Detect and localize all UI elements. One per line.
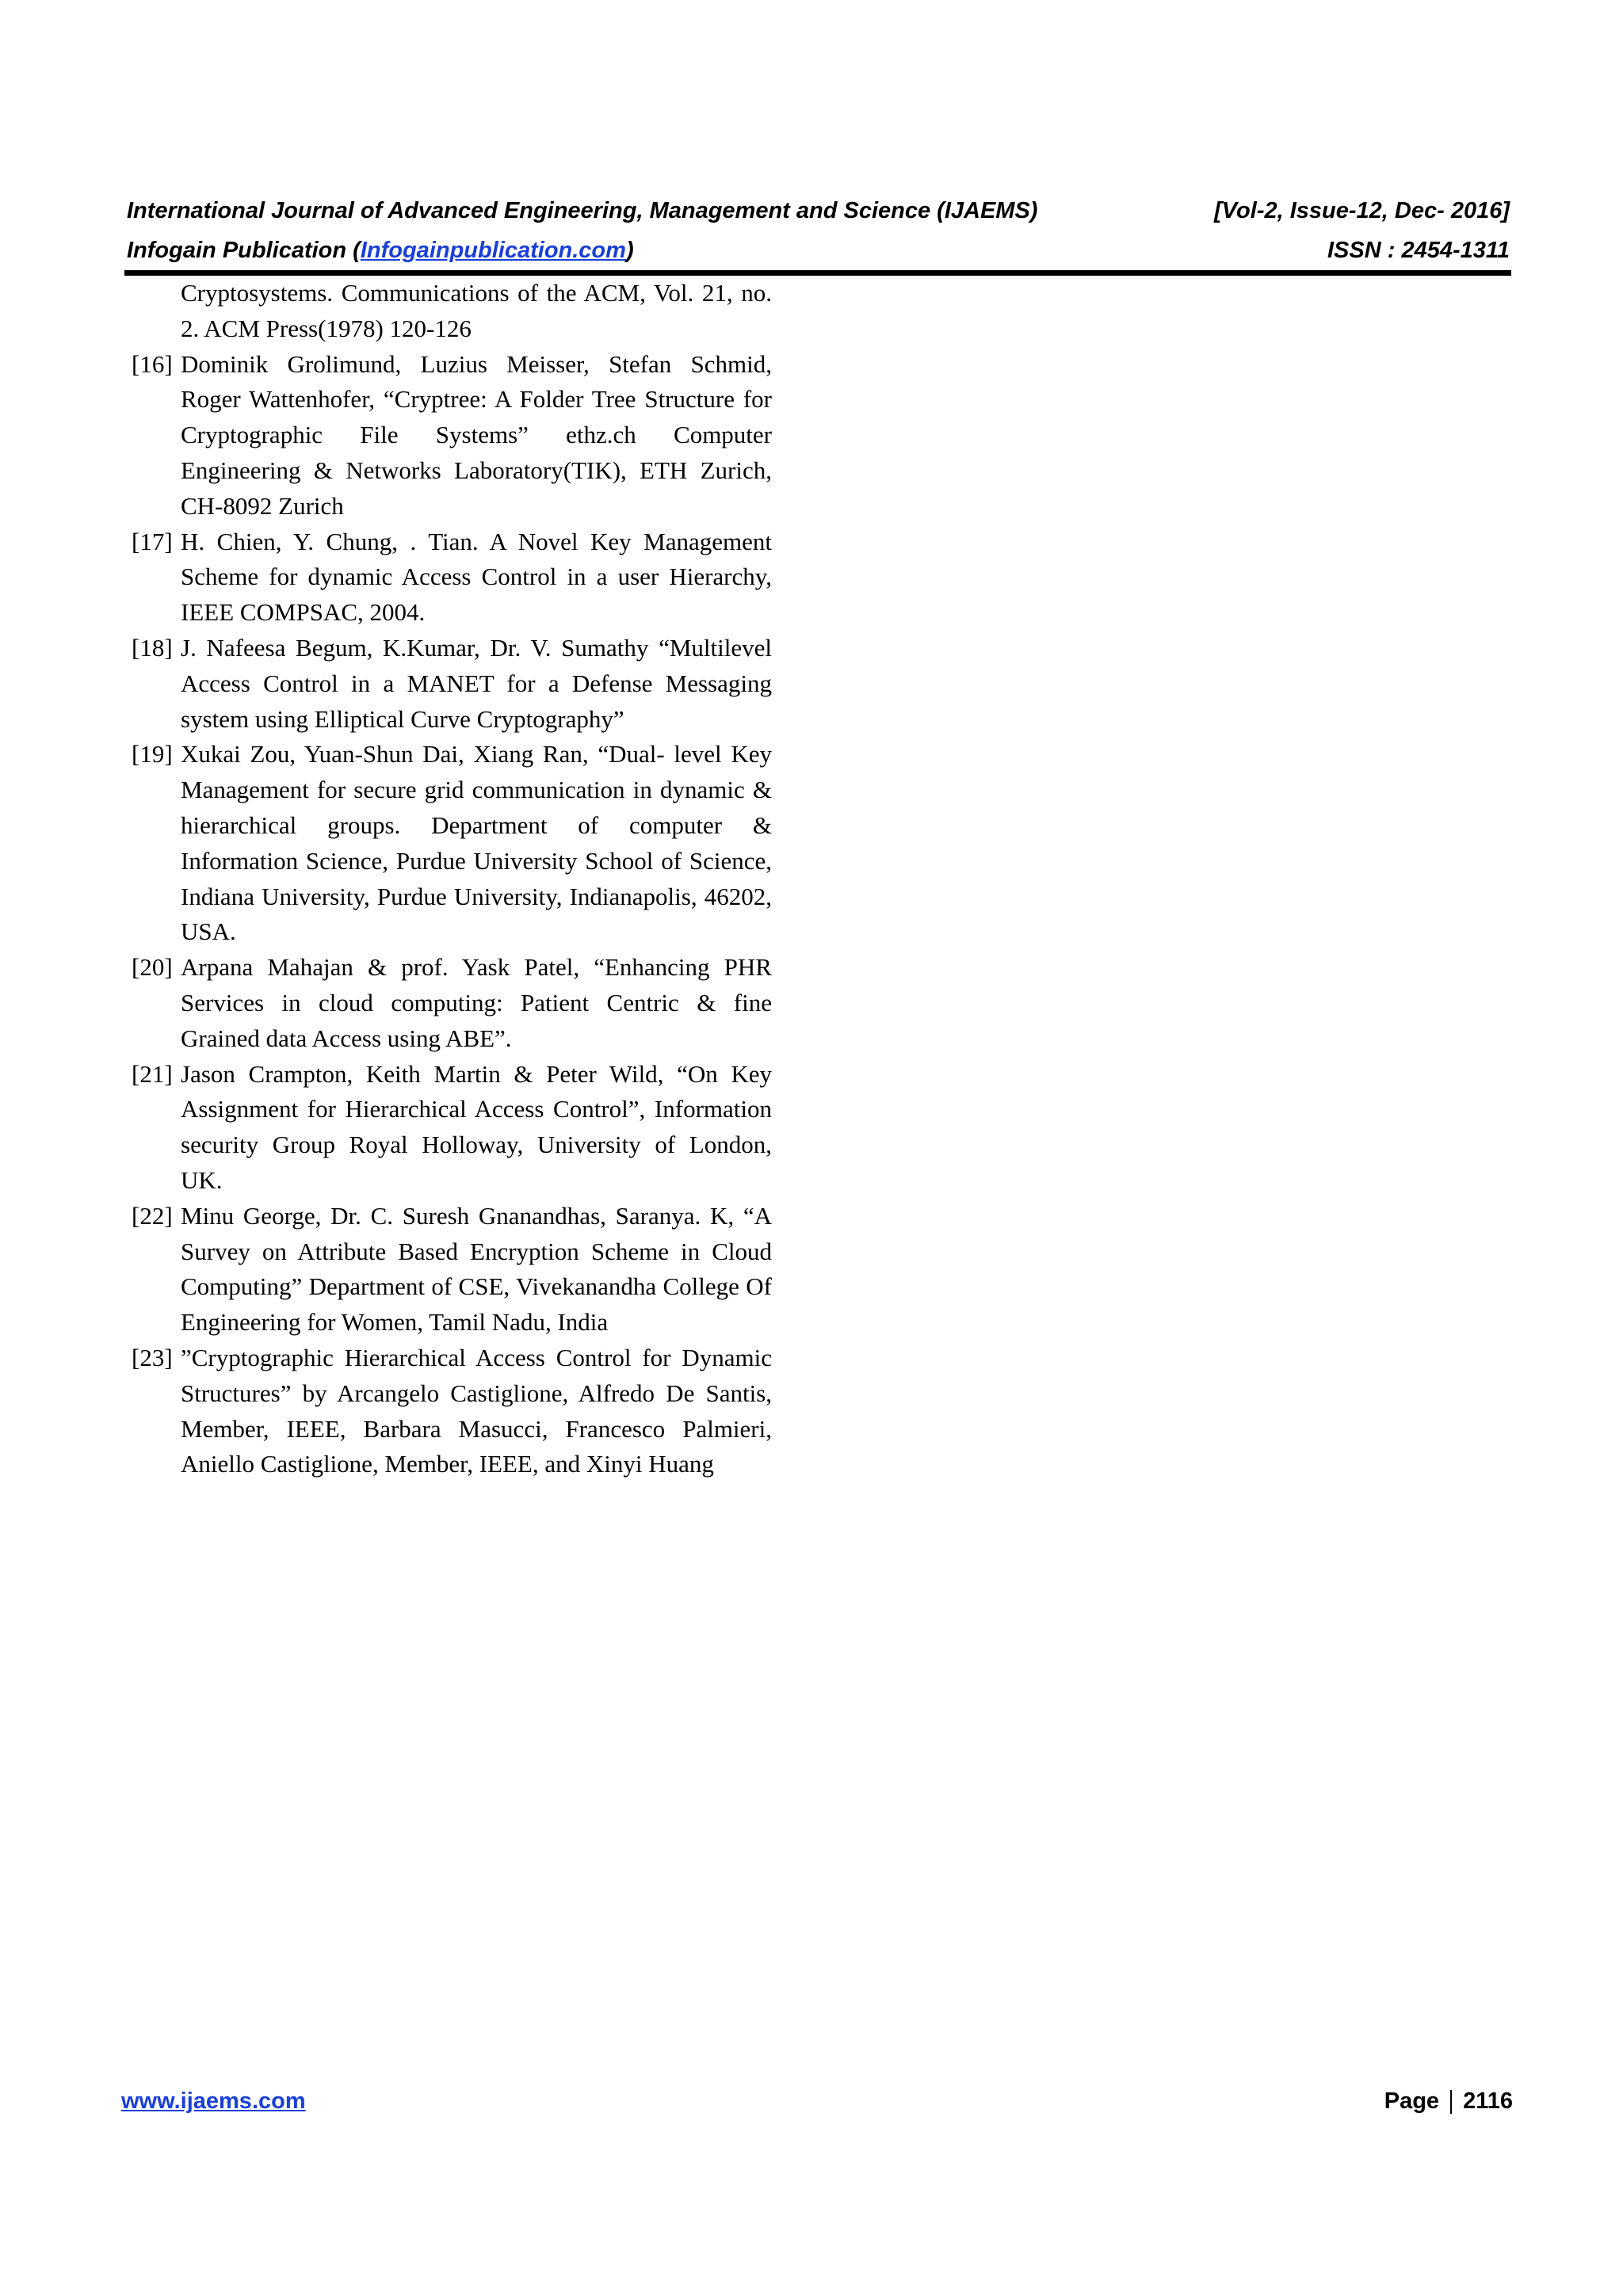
reference-continuation-text: Cryptosystems. Communications of the ACM, Vol. 21, no. 2. ACM Press(1978) 120-126 (181, 279, 772, 342)
publisher-link[interactable]: Infogainpublication.com (360, 238, 626, 263)
publisher-suffix: ) (625, 238, 634, 263)
reference-number: [19] (132, 740, 173, 769)
reference-item (132, 1057, 772, 1199)
reference-number: [21] (132, 1059, 173, 1088)
reference-item (132, 631, 772, 737)
page-separator (1450, 2090, 1452, 2114)
reference-number: [17] (132, 527, 173, 555)
reference-text: H. Chien, Y. Chung, . Tian. A Novel Key Management Scheme for dynamic Access Control in a user Hierarchy, IEEE COMPSAC, 2004. (181, 527, 772, 627)
website-link[interactable]: www.ijaems.com (121, 2088, 306, 2114)
page-label: Page (1384, 2088, 1440, 2114)
reference-text: Dominik Grolimund, Luzius Meisser, Stefan Schmid, Roger Wattenhofer, “Cryptree: A Folder Tree Structure for Cryptographic File Systems” ethz.ch Computer Engineering & Networks Laboratory(TIK), ETH Zurich, CH-8092 Zurich (181, 349, 772, 520)
reference-list (132, 276, 772, 1482)
reference-text: ”Cryptographic Hierarchical Access Control for Dynamic Structures” by Arcangelo Castiglione, Alfredo De Santis, Member, IEEE, Barbara Masucci, Francesco Palmieri, Aniello Castiglione, Member, IEEE, and Xinyi Huang (181, 1343, 772, 1478)
page-indicator (1384, 2088, 1513, 2115)
reference-item (132, 347, 772, 524)
reference-number: [18] (132, 633, 173, 662)
reference-text: J. Nafeesa Begum, K.Kumar, Dr. V. Sumathy “Multilevel Access Control in a MANET for a Defense Messaging system using Elliptical Curve Cryptography” (181, 633, 772, 733)
reference-text: Jason Crampton, Keith Martin & Peter Wild, “On Key Assignment for Hierarchical Access Control”, Information security Group Royal Holloway, University of London, UK. (181, 1059, 772, 1194)
reference-text: Minu George, Dr. C. Suresh Gnanandhas, Saranya. K, “A Survey on Attribute Based Encryption Scheme in Cloud Computing” Department of CSE, Vivekanandha College Of Engineering for Women, Tamil Nadu, India (181, 1201, 772, 1337)
volume-info: [Vol-2, Issue-12, Dec- 2016] (1214, 198, 1510, 223)
reference-item (132, 524, 772, 631)
page-header (127, 191, 1510, 270)
reference-item (132, 1199, 772, 1341)
reference-number: [23] (132, 1343, 173, 1371)
publisher-prefix: Infogain Publication ( (127, 238, 361, 263)
header-divider (124, 270, 1511, 276)
reference-item (132, 1341, 772, 1482)
reference-item (132, 950, 772, 1056)
header-row-1 (127, 191, 1510, 231)
reference-number-blank (132, 276, 181, 347)
reference-number: [22] (132, 1201, 173, 1230)
publisher-line (127, 231, 634, 270)
page-number: 2116 (1463, 2088, 1513, 2114)
reference-item (132, 737, 772, 950)
journal-title: International Journal of Advanced Engineering, Management and Science (IJAEMS) (127, 198, 1038, 223)
page-footer (121, 2088, 1513, 2115)
reference-number: [16] (132, 349, 173, 378)
header-row-2 (127, 231, 1510, 270)
reference-continuation (132, 276, 772, 347)
reference-text: Arpana Mahajan & prof. Yask Patel, “Enhancing PHR Services in cloud computing: Patient Centric & fine Grained data Access using ABE”. (181, 953, 772, 1052)
reference-text: Xukai Zou, Yuan-Shun Dai, Xiang Ran, “Dual- level Key Management for secure grid communication in dynamic & hierarchical groups. Department of computer & Information Science, Purdue University School of Science, Indiana University, Purdue University, Indianapolis, 46202, USA. (181, 740, 772, 946)
issn: ISSN : 2454-1311 (1327, 238, 1510, 263)
reference-number: [20] (132, 953, 173, 982)
